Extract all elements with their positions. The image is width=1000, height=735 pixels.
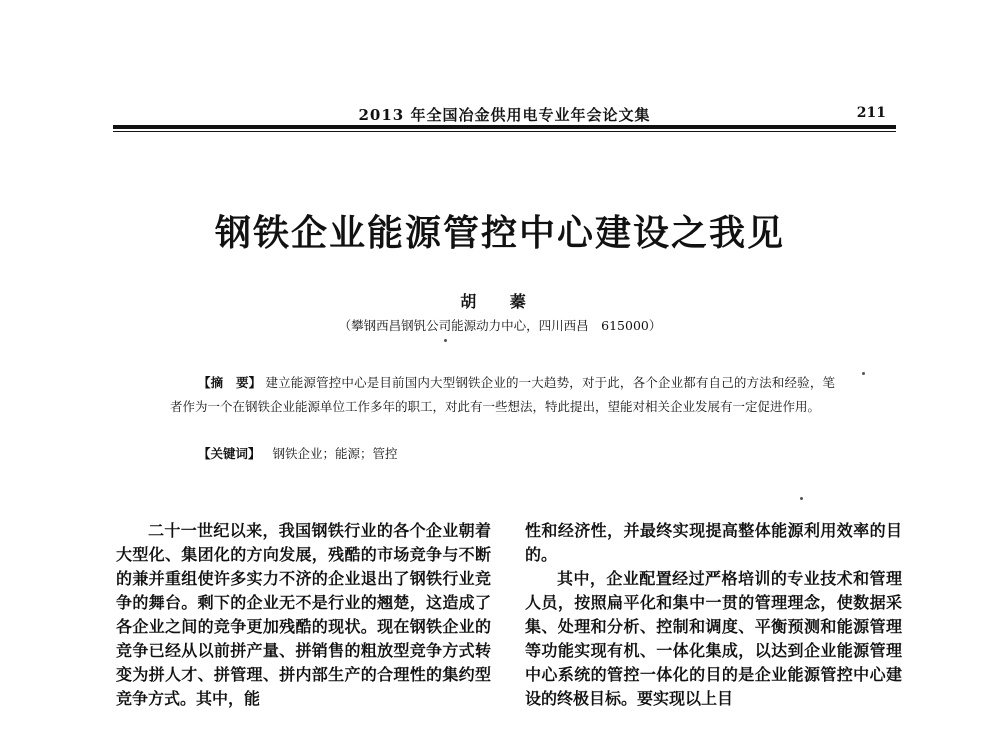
author-affiliation: （攀钢西昌钢钒公司能源动力中心，四川西昌 615000） <box>338 318 662 333</box>
scan-speck <box>800 497 803 500</box>
keywords-text: 钢铁企业；能源；管控 <box>272 446 398 461</box>
abstract-label: 【摘 要】 <box>198 375 262 390</box>
page-number: 211 <box>856 105 886 121</box>
article-title: 钢铁企业能源管控中心建设之我见 <box>214 212 785 254</box>
abstract-text: 建立能源管控中心是目前国内大型钢铁企业的一大趋势，对于此，各个企业都有自己的方法和经验，笔者作为一个在钢铁企业能源单位工作多年的职工，对此有一些想法，特此提出，望能对相关企业发展有一定促进作用。 <box>170 375 835 414</box>
proceedings-title: 2013 年全国冶金供用电专业年会论文集 <box>358 106 651 124</box>
running-header <box>113 100 896 136</box>
header-rule-thick <box>113 125 896 129</box>
keywords <box>198 444 398 462</box>
author-name: 胡 蓁 <box>460 292 540 311</box>
body-column-right <box>525 519 902 711</box>
body-paragraph: 性和经济性，并最终实现提高整体能源利用效率的目的。 <box>525 521 902 564</box>
scan-speck <box>444 339 447 342</box>
body-column-left <box>116 519 491 711</box>
header-rule-thin <box>113 131 896 132</box>
body-paragraph: 其中，企业配置经过严格培训的专业技术和管理人员，按照扁平化和集中一贯的管理理念，使数据采集、处理和分析、控制和调度、平衡预测和能源管理等功能实现有机、一体化集成，以达到企业能源管理中心系统的管控一体化的目的是企业能源管控中心建设的终极目标。要实现以上目 <box>525 569 902 708</box>
scan-speck <box>862 372 865 375</box>
body-paragraph: 二十一世纪以来，我国钢铁行业的各个企业朝着大型化、集团化的方向发展，残酷的市场竞争与不断的兼并重组使许多实力不济的企业退出了钢铁行业竞争的舞台。剩下的企业无不是行业的翘楚，这造成了各企业之间的竞争更加残酷的现状。现在钢铁企业的竞争已经从以前拼产量、拼销售的粗放型竞争方式转变为拼人才、拼管理、拼内部生产的合理性的集约型竞争方式。其中，能 <box>116 521 491 708</box>
keywords-label: 【关键词】 <box>198 446 261 461</box>
abstract <box>170 371 835 419</box>
